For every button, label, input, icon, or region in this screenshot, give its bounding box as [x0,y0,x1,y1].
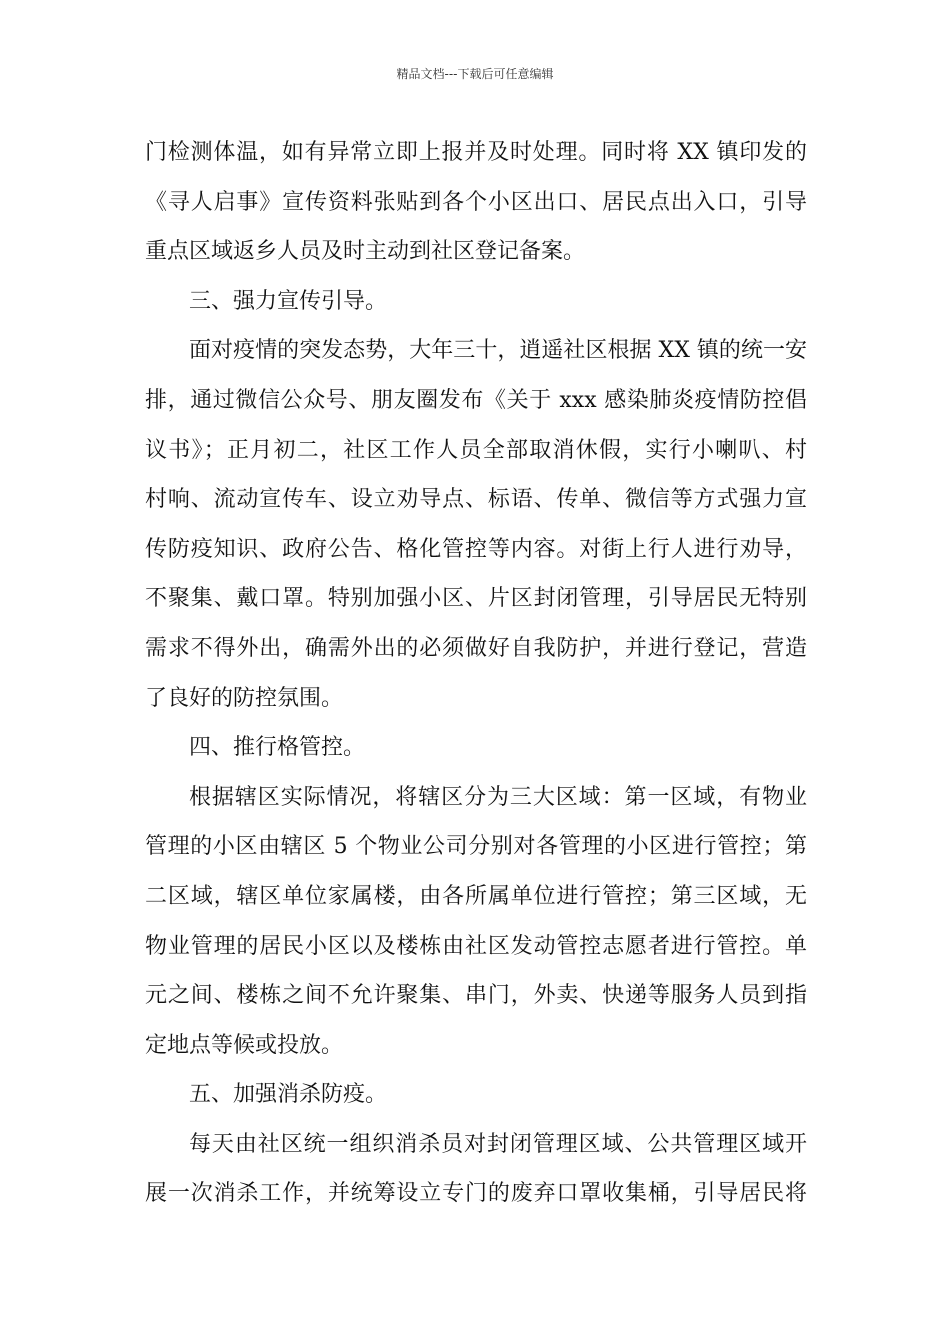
text-line: 传防疫知识、政府公告、格化管控等内容。对街上行人进行劝导， [145,536,807,562]
text-line: 村响、流动宣传车、设立劝导点、标语、传单、微信等方式强力宣 [145,487,807,513]
text-line: 定地点等候或投放。 [145,1032,344,1058]
text-line: 门检测体温，如有异常立即上报并及时处理。同时将 XX 镇印发的 [145,140,807,165]
text-line: 五、加强消杀防疫。 [189,1082,388,1108]
text-line: 了良好的防控氛围。 [145,685,344,711]
text-line: 面对疫情的突发态势，大年三十，逍遥社区根据 XX 镇的统一安 [189,338,807,364]
text-line: 议书》；正月初二，社区工作人员全部取消休假，实行小喇叭、村 [145,437,807,463]
text-line: 不聚集、戴口罩。特别加强小区、片区封闭管理，引导居民无特别 [145,586,807,612]
text-line: 重点区域返乡人员及时主动到社区登记备案。 [145,239,586,265]
text-line: 物业管理的居民小区以及楼栋由社区发动管控志愿者进行管控。单 [145,933,807,959]
document-body [145,128,807,1219]
page-header: 精品文档---下载后可任意编辑 [396,67,554,81]
text-line: 管理的小区由辖区 5 个物业公司分别对各管理的小区进行管控；第 [145,834,807,860]
text-line: 排，通过微信公众号、朋友圈发布《关于 xxx 感染肺炎疫情防控倡 [145,387,807,413]
text-line: 根据辖区实际情况，将辖区分为三大区域：第一区域，有物业 [189,784,807,810]
text-line: 需求不得外出，确需外出的必须做好自我防护，并进行登记，营造 [145,635,807,661]
text-line: 《寻人启事》宣传资料张贴到各个小区出口、居民点出入口，引导 [145,189,807,215]
text-line: 元之间、楼栋之间不允许聚集、串门，外卖、快递等服务人员到指 [145,983,807,1009]
text-line: 三、强力宣传引导。 [189,288,388,314]
text-line: 每天由社区统一组织消杀员对封闭管理区域、公共管理区域开 [189,1131,807,1157]
text-line: 四、推行格管控。 [189,735,366,761]
text-line: 二区域，辖区单位家属楼，由各所属单位进行管控；第三区域，无 [145,883,807,909]
text-line: 展一次消杀工作，并统筹设立专门的废弃口罩收集桶，引导居民将 [145,1181,807,1207]
